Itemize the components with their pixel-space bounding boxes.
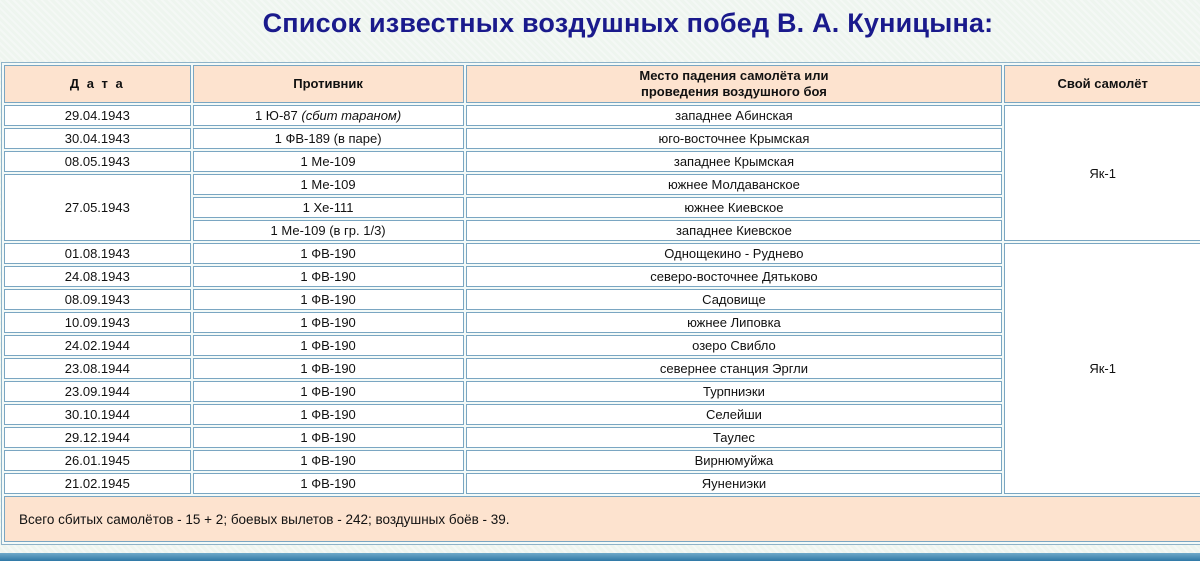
header-place-line1: Место падения самолёта или: [639, 68, 829, 83]
place-cell: южнее Липовка: [466, 312, 1003, 333]
date-cell: 26.01.1945: [4, 450, 191, 471]
place-cell: южнее Киевское: [466, 197, 1003, 218]
place-cell: западнее Крымская: [466, 151, 1003, 172]
enemy-cell: 1 ФВ-190: [193, 358, 464, 379]
enemy-text: 1 Ю-87: [254, 108, 298, 123]
date-cell: 30.04.1943: [4, 128, 191, 149]
enemy-cell: 1 ФВ-190: [193, 266, 464, 287]
enemy-cell: 1 ФВ-190: [193, 450, 464, 471]
place-cell: южнее Молдаванское: [466, 174, 1003, 195]
page-title: Список известных воздушных побед В. А. Куницына:: [262, 8, 994, 38]
enemy-cell: 1 ФВ-190: [193, 289, 464, 310]
table-row: [4, 105, 1200, 126]
place-cell: озеро Свибло: [466, 335, 1003, 356]
enemy-cell: [193, 105, 464, 126]
header-date: Д а т а: [4, 65, 191, 103]
enemy-cell: 1 ФВ-190: [193, 312, 464, 333]
enemy-cell: 1 Ме-109 (в гр. 1/3): [193, 220, 464, 241]
enemy-cell: 1 Ме-109: [193, 174, 464, 195]
place-cell: Вирнюмуйжа: [466, 450, 1003, 471]
header-own-plane: Свой самолёт: [1004, 65, 1200, 103]
date-cell: 29.12.1944: [4, 427, 191, 448]
date-cell: 01.08.1943: [4, 243, 191, 264]
own-plane-cell: Як-1: [1004, 243, 1200, 494]
place-cell: северо-восточнее Дятьково: [466, 266, 1003, 287]
date-cell: 27.05.1943: [4, 174, 191, 241]
place-cell: Однощекино - Руднево: [466, 243, 1003, 264]
date-cell: 08.09.1943: [4, 289, 191, 310]
enemy-cell: 1 ФВ-190: [193, 427, 464, 448]
date-cell: 23.09.1944: [4, 381, 191, 402]
enemy-cell: 1 ФВ-190: [193, 243, 464, 264]
own-plane-cell: Як-1: [1004, 105, 1200, 241]
place-cell: севернее станция Эргли: [466, 358, 1003, 379]
date-cell: 23.08.1944: [4, 358, 191, 379]
enemy-cell: 1 Хе-111: [193, 197, 464, 218]
enemy-cell: 1 Ме-109: [193, 151, 464, 172]
date-cell: 10.09.1943: [4, 312, 191, 333]
header-place-line2: проведения воздушного боя: [641, 84, 827, 99]
date-cell: 29.04.1943: [4, 105, 191, 126]
enemy-cell: 1 ФВ-190: [193, 404, 464, 425]
place-cell: Яунениэки: [466, 473, 1003, 494]
header-place: [466, 65, 1003, 103]
date-cell: 21.02.1945: [4, 473, 191, 494]
enemy-note: (сбит тараном): [301, 108, 402, 123]
place-cell: западнее Абинская: [466, 105, 1003, 126]
date-cell: 24.08.1943: [4, 266, 191, 287]
place-cell: Селейши: [466, 404, 1003, 425]
date-cell: 24.02.1944: [4, 335, 191, 356]
header-row: [4, 65, 1200, 103]
enemy-cell: 1 ФВ-190: [193, 381, 464, 402]
table-row: [4, 243, 1200, 264]
date-cell: 08.05.1943: [4, 151, 191, 172]
enemy-cell: 1 ФВ-189 (в паре): [193, 128, 464, 149]
place-cell: Турпниэки: [466, 381, 1003, 402]
bottom-divider: [0, 553, 1200, 561]
place-cell: западнее Киевское: [466, 220, 1003, 241]
enemy-cell: 1 ФВ-190: [193, 473, 464, 494]
place-cell: Таулес: [466, 427, 1003, 448]
enemy-cell: 1 ФВ-190: [193, 335, 464, 356]
header-enemy: Противник: [193, 65, 464, 103]
place-cell: Садовище: [466, 289, 1003, 310]
date-cell: 30.10.1944: [4, 404, 191, 425]
place-cell: юго-восточнее Крымская: [466, 128, 1003, 149]
summary-text: Всего сбитых самолётов - 15 + 2; боевых вылетов - 242; воздушных боёв - 39.: [4, 496, 1200, 542]
victories-table: [1, 62, 1200, 545]
footer-row: [4, 496, 1200, 542]
